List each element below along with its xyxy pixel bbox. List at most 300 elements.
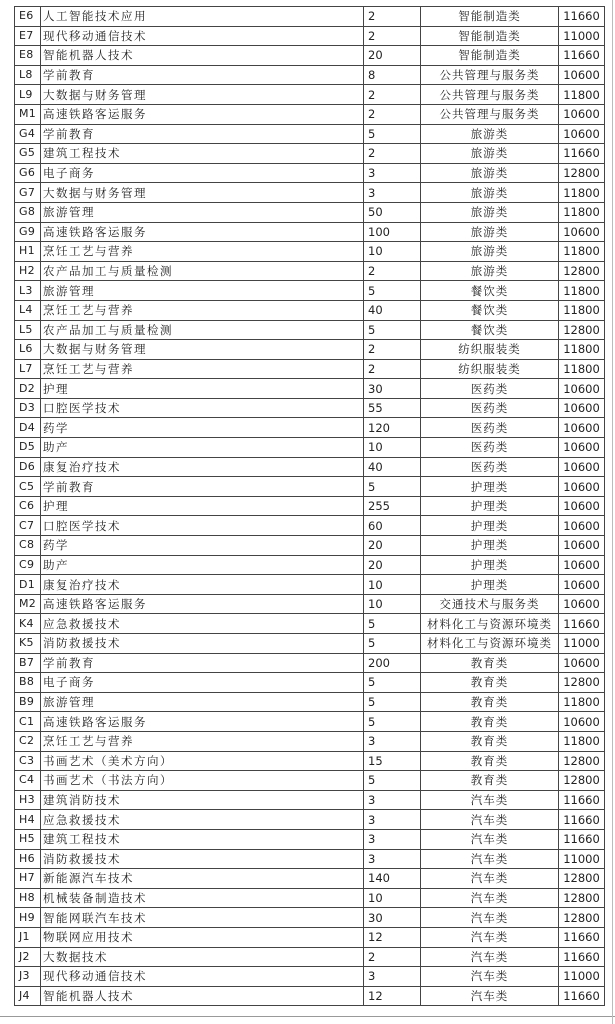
category-cell: 旅游类 — [421, 242, 559, 262]
plan-count-cell: 2 — [364, 340, 421, 360]
plan-count-cell: 10 — [364, 438, 421, 458]
tuition-fee-cell: 11800 — [559, 731, 605, 751]
category-cell: 护理类 — [421, 536, 559, 556]
plan-count-cell: 60 — [364, 516, 421, 536]
major-code-cell: B7 — [15, 653, 41, 673]
page-border-bottom — [0, 1016, 615, 1017]
category-cell: 医药类 — [421, 438, 559, 458]
major-name-cell: 电子商务 — [41, 163, 364, 183]
tuition-fee-cell: 12800 — [559, 320, 605, 340]
tuition-fee-cell: 11660 — [559, 614, 605, 634]
plan-count-cell: 2 — [364, 7, 421, 27]
category-cell: 智能制造类 — [421, 46, 559, 66]
major-code-cell: L4 — [15, 300, 41, 320]
category-cell: 汽车类 — [421, 986, 559, 1006]
category-cell: 材料化工与资源环境类 — [421, 634, 559, 654]
table-row — [15, 7, 605, 27]
major-name-cell: 学前教育 — [41, 477, 364, 497]
major-name-cell: 大数据与财务管理 — [41, 85, 364, 105]
page-border-right — [612, 0, 613, 1024]
table-row — [15, 320, 605, 340]
table-row — [15, 555, 605, 575]
category-cell: 交通技术与服务类 — [421, 594, 559, 614]
plan-count-cell: 40 — [364, 457, 421, 477]
major-code-cell: C1 — [15, 712, 41, 732]
major-name-cell: 物联网应用技术 — [41, 927, 364, 947]
table-row — [15, 222, 605, 242]
major-code-cell: J1 — [15, 927, 41, 947]
category-cell: 旅游类 — [421, 163, 559, 183]
major-name-cell: 旅游管理 — [41, 692, 364, 712]
major-name-cell: 学前教育 — [41, 65, 364, 85]
table-row — [15, 359, 605, 379]
major-name-cell: 康复治疗技术 — [41, 457, 364, 477]
table-row — [15, 673, 605, 693]
tuition-fee-cell: 10600 — [559, 104, 605, 124]
table-row — [15, 692, 605, 712]
category-cell: 医药类 — [421, 457, 559, 477]
major-code-cell: L7 — [15, 359, 41, 379]
major-name-cell: 高速铁路客运服务 — [41, 222, 364, 242]
plan-count-cell: 2 — [364, 261, 421, 281]
tuition-fee-cell: 10600 — [559, 712, 605, 732]
major-code-cell: J2 — [15, 947, 41, 967]
major-code-cell: H4 — [15, 810, 41, 830]
plan-count-cell: 3 — [364, 967, 421, 987]
major-code-cell: C6 — [15, 496, 41, 516]
category-cell: 餐饮类 — [421, 320, 559, 340]
major-name-cell: 烹饪工艺与营养 — [41, 731, 364, 751]
plan-count-cell: 20 — [364, 536, 421, 556]
plan-count-cell: 3 — [364, 163, 421, 183]
table-row — [15, 594, 605, 614]
major-code-cell: H6 — [15, 849, 41, 869]
tuition-fee-cell: 11800 — [559, 85, 605, 105]
category-cell: 旅游类 — [421, 222, 559, 242]
table-row — [15, 379, 605, 399]
tuition-fee-cell: 11660 — [559, 947, 605, 967]
tuition-fee-cell: 11660 — [559, 927, 605, 947]
major-code-cell: L9 — [15, 85, 41, 105]
tuition-fee-cell: 11800 — [559, 281, 605, 301]
table-row — [15, 477, 605, 497]
plan-count-cell: 10 — [364, 888, 421, 908]
plan-count-cell: 2 — [364, 104, 421, 124]
category-cell: 汽车类 — [421, 908, 559, 928]
major-code-cell: H3 — [15, 790, 41, 810]
major-code-cell: E8 — [15, 46, 41, 66]
major-name-cell: 书画艺术（美术方向） — [41, 751, 364, 771]
major-name-cell: 农产品加工与质量检测 — [41, 261, 364, 281]
tuition-fee-cell: 11800 — [559, 340, 605, 360]
category-cell: 汽车类 — [421, 967, 559, 987]
table-row — [15, 849, 605, 869]
major-name-cell: 高速铁路客运服务 — [41, 594, 364, 614]
table-row — [15, 163, 605, 183]
tuition-fee-cell: 12800 — [559, 908, 605, 928]
table-row — [15, 967, 605, 987]
category-cell: 教育类 — [421, 751, 559, 771]
table-row — [15, 202, 605, 222]
major-code-cell: L5 — [15, 320, 41, 340]
major-name-cell: 康复治疗技术 — [41, 575, 364, 595]
major-code-cell: D6 — [15, 457, 41, 477]
table-body — [15, 7, 605, 1006]
plan-count-cell: 40 — [364, 300, 421, 320]
plan-count-cell: 15 — [364, 751, 421, 771]
table-row — [15, 398, 605, 418]
category-cell: 旅游类 — [421, 183, 559, 203]
major-name-cell: 智能网联汽车技术 — [41, 908, 364, 928]
plan-count-cell: 3 — [364, 183, 421, 203]
table-row — [15, 614, 605, 634]
tuition-fee-cell: 10600 — [559, 555, 605, 575]
plan-count-cell: 30 — [364, 908, 421, 928]
major-code-cell: G9 — [15, 222, 41, 242]
table-row — [15, 712, 605, 732]
plan-count-cell: 10 — [364, 242, 421, 262]
major-name-cell: 学前教育 — [41, 124, 364, 144]
plan-count-cell: 2 — [364, 85, 421, 105]
major-name-cell: 消防救援技术 — [41, 634, 364, 654]
tuition-fee-cell: 12800 — [559, 261, 605, 281]
table-row — [15, 124, 605, 144]
tuition-fee-cell: 11800 — [559, 242, 605, 262]
tuition-fee-cell: 11000 — [559, 634, 605, 654]
tuition-fee-cell: 11000 — [559, 26, 605, 46]
table-row — [15, 26, 605, 46]
plan-count-cell: 200 — [364, 653, 421, 673]
major-name-cell: 农产品加工与质量检测 — [41, 320, 364, 340]
tuition-fee-cell: 12800 — [559, 888, 605, 908]
major-code-cell: K5 — [15, 634, 41, 654]
table-row — [15, 457, 605, 477]
category-cell: 教育类 — [421, 692, 559, 712]
plan-count-cell: 5 — [364, 692, 421, 712]
tuition-fee-cell: 10600 — [559, 536, 605, 556]
plan-count-cell: 5 — [364, 281, 421, 301]
tuition-fee-cell: 11660 — [559, 46, 605, 66]
category-cell: 旅游类 — [421, 202, 559, 222]
major-name-cell: 新能源汽车技术 — [41, 869, 364, 889]
major-code-cell: K4 — [15, 614, 41, 634]
table-row — [15, 65, 605, 85]
plan-count-cell: 2 — [364, 26, 421, 46]
major-code-cell: D2 — [15, 379, 41, 399]
plan-count-cell: 30 — [364, 379, 421, 399]
major-code-cell: C9 — [15, 555, 41, 575]
major-code-cell: J3 — [15, 967, 41, 987]
tuition-fee-cell: 11000 — [559, 967, 605, 987]
table-row — [15, 634, 605, 654]
major-code-cell: M1 — [15, 104, 41, 124]
plan-count-cell: 5 — [364, 320, 421, 340]
major-code-cell: D1 — [15, 575, 41, 595]
plan-count-cell: 5 — [364, 124, 421, 144]
tuition-fee-cell: 12800 — [559, 751, 605, 771]
plan-count-cell: 8 — [364, 65, 421, 85]
category-cell: 汽车类 — [421, 927, 559, 947]
category-cell: 餐饮类 — [421, 281, 559, 301]
major-name-cell: 烹饪工艺与营养 — [41, 359, 364, 379]
plan-count-cell: 255 — [364, 496, 421, 516]
tuition-fee-cell: 11800 — [559, 183, 605, 203]
tuition-fee-cell: 11660 — [559, 986, 605, 1006]
plan-count-cell: 3 — [364, 731, 421, 751]
table-row — [15, 653, 605, 673]
category-cell: 护理类 — [421, 496, 559, 516]
major-code-cell: B9 — [15, 692, 41, 712]
tuition-fee-cell: 10600 — [559, 222, 605, 242]
category-cell: 教育类 — [421, 731, 559, 751]
enrollment-table — [14, 6, 605, 1006]
tuition-fee-cell: 11660 — [559, 790, 605, 810]
plan-count-cell: 5 — [364, 673, 421, 693]
tuition-fee-cell: 10600 — [559, 575, 605, 595]
tuition-fee-cell: 10600 — [559, 594, 605, 614]
plan-count-cell: 100 — [364, 222, 421, 242]
tuition-fee-cell: 12800 — [559, 673, 605, 693]
major-code-cell: C8 — [15, 536, 41, 556]
tuition-fee-cell: 10600 — [559, 418, 605, 438]
major-code-cell: H7 — [15, 869, 41, 889]
tuition-fee-cell: 11660 — [559, 829, 605, 849]
table-row — [15, 144, 605, 164]
category-cell: 护理类 — [421, 477, 559, 497]
category-cell: 智能制造类 — [421, 26, 559, 46]
major-name-cell: 智能机器人技术 — [41, 46, 364, 66]
table-row — [15, 85, 605, 105]
plan-count-cell: 20 — [364, 555, 421, 575]
category-cell: 汽车类 — [421, 947, 559, 967]
major-name-cell: 大数据与财务管理 — [41, 183, 364, 203]
major-code-cell: C2 — [15, 731, 41, 751]
major-name-cell: 高速铁路客运服务 — [41, 712, 364, 732]
tuition-fee-cell: 10600 — [559, 379, 605, 399]
category-cell: 旅游类 — [421, 261, 559, 281]
category-cell: 汽车类 — [421, 790, 559, 810]
category-cell: 纺织服装类 — [421, 359, 559, 379]
table-row — [15, 986, 605, 1006]
major-name-cell: 应急救援技术 — [41, 614, 364, 634]
major-code-cell: C4 — [15, 771, 41, 791]
major-code-cell: H2 — [15, 261, 41, 281]
plan-count-cell: 10 — [364, 594, 421, 614]
category-cell: 护理类 — [421, 516, 559, 536]
major-name-cell: 人工智能技术应用 — [41, 7, 364, 27]
table-row — [15, 927, 605, 947]
table-row — [15, 281, 605, 301]
major-name-cell: 建筑工程技术 — [41, 144, 364, 164]
tuition-fee-cell: 10600 — [559, 438, 605, 458]
tuition-fee-cell: 11800 — [559, 202, 605, 222]
table-row — [15, 790, 605, 810]
major-name-cell: 现代移动通信技术 — [41, 26, 364, 46]
major-name-cell: 药学 — [41, 418, 364, 438]
major-code-cell: D4 — [15, 418, 41, 438]
table-row — [15, 869, 605, 889]
category-cell: 汽车类 — [421, 829, 559, 849]
major-code-cell: H5 — [15, 829, 41, 849]
category-cell: 公共管理与服务类 — [421, 104, 559, 124]
plan-count-cell: 5 — [364, 477, 421, 497]
category-cell: 材料化工与资源环境类 — [421, 614, 559, 634]
tuition-fee-cell: 11800 — [559, 359, 605, 379]
category-cell: 餐饮类 — [421, 300, 559, 320]
plan-count-cell: 10 — [364, 575, 421, 595]
table-row — [15, 104, 605, 124]
major-name-cell: 消防救援技术 — [41, 849, 364, 869]
category-cell: 护理类 — [421, 555, 559, 575]
category-cell: 护理类 — [421, 575, 559, 595]
table-row — [15, 536, 605, 556]
tuition-fee-cell: 11800 — [559, 300, 605, 320]
plan-count-cell: 50 — [364, 202, 421, 222]
tuition-fee-cell: 10600 — [559, 496, 605, 516]
plan-count-cell: 3 — [364, 849, 421, 869]
category-cell: 纺织服装类 — [421, 340, 559, 360]
tuition-fee-cell: 10600 — [559, 398, 605, 418]
table-row — [15, 340, 605, 360]
major-code-cell: G4 — [15, 124, 41, 144]
plan-count-cell: 2 — [364, 359, 421, 379]
major-code-cell: G6 — [15, 163, 41, 183]
plan-count-cell: 3 — [364, 829, 421, 849]
major-code-cell: H1 — [15, 242, 41, 262]
plan-count-cell: 55 — [364, 398, 421, 418]
major-name-cell: 建筑工程技术 — [41, 829, 364, 849]
table-row — [15, 516, 605, 536]
table-row — [15, 731, 605, 751]
plan-count-cell: 12 — [364, 927, 421, 947]
major-code-cell: M2 — [15, 594, 41, 614]
tuition-fee-cell: 10600 — [559, 124, 605, 144]
tuition-fee-cell: 12800 — [559, 163, 605, 183]
category-cell: 公共管理与服务类 — [421, 85, 559, 105]
table-row — [15, 261, 605, 281]
plan-count-cell: 2 — [364, 947, 421, 967]
category-cell: 医药类 — [421, 379, 559, 399]
tuition-fee-cell: 12800 — [559, 771, 605, 791]
tuition-fee-cell: 10600 — [559, 516, 605, 536]
major-code-cell: H8 — [15, 888, 41, 908]
major-code-cell: C3 — [15, 751, 41, 771]
table-row — [15, 810, 605, 830]
major-name-cell: 应急救援技术 — [41, 810, 364, 830]
major-name-cell: 学前教育 — [41, 653, 364, 673]
category-cell: 教育类 — [421, 771, 559, 791]
tuition-fee-cell: 10600 — [559, 457, 605, 477]
table-row — [15, 829, 605, 849]
category-cell: 汽车类 — [421, 810, 559, 830]
category-cell: 教育类 — [421, 673, 559, 693]
major-name-cell: 旅游管理 — [41, 281, 364, 301]
tuition-fee-cell: 11660 — [559, 810, 605, 830]
major-name-cell: 机械装备制造技术 — [41, 888, 364, 908]
major-name-cell: 护理 — [41, 379, 364, 399]
major-name-cell: 烹饪工艺与营养 — [41, 242, 364, 262]
plan-count-cell: 3 — [364, 790, 421, 810]
table-row — [15, 438, 605, 458]
major-code-cell: L8 — [15, 65, 41, 85]
major-code-cell: L3 — [15, 281, 41, 301]
major-code-cell: H9 — [15, 908, 41, 928]
category-cell: 医药类 — [421, 418, 559, 438]
category-cell: 旅游类 — [421, 144, 559, 164]
plan-count-cell: 2 — [364, 144, 421, 164]
major-code-cell: G7 — [15, 183, 41, 203]
tuition-fee-cell: 11660 — [559, 144, 605, 164]
major-code-cell: G8 — [15, 202, 41, 222]
major-name-cell: 口腔医学技术 — [41, 516, 364, 536]
plan-count-cell: 5 — [364, 614, 421, 634]
plan-count-cell: 3 — [364, 810, 421, 830]
category-cell: 汽车类 — [421, 869, 559, 889]
table-row — [15, 183, 605, 203]
major-name-cell: 旅游管理 — [41, 202, 364, 222]
category-cell: 汽车类 — [421, 849, 559, 869]
table-row — [15, 908, 605, 928]
tuition-fee-cell: 11660 — [559, 7, 605, 27]
plan-count-cell: 120 — [364, 418, 421, 438]
major-name-cell: 助产 — [41, 438, 364, 458]
category-cell: 教育类 — [421, 653, 559, 673]
table-row — [15, 300, 605, 320]
major-name-cell: 大数据技术 — [41, 947, 364, 967]
table-row — [15, 888, 605, 908]
category-cell: 教育类 — [421, 712, 559, 732]
tuition-fee-cell: 10600 — [559, 65, 605, 85]
major-code-cell: B8 — [15, 673, 41, 693]
major-code-cell: J4 — [15, 986, 41, 1006]
major-code-cell: L6 — [15, 340, 41, 360]
major-name-cell: 助产 — [41, 555, 364, 575]
plan-count-cell: 140 — [364, 869, 421, 889]
plan-count-cell: 5 — [364, 712, 421, 732]
major-code-cell: E7 — [15, 26, 41, 46]
plan-count-cell: 20 — [364, 46, 421, 66]
tuition-fee-cell: 10600 — [559, 477, 605, 497]
plan-count-cell: 12 — [364, 986, 421, 1006]
major-name-cell: 药学 — [41, 536, 364, 556]
major-code-cell: D5 — [15, 438, 41, 458]
major-code-cell: C5 — [15, 477, 41, 497]
major-name-cell: 智能机器人技术 — [41, 986, 364, 1006]
major-name-cell: 烹饪工艺与营养 — [41, 300, 364, 320]
table-row — [15, 242, 605, 262]
major-name-cell: 现代移动通信技术 — [41, 967, 364, 987]
table-row — [15, 496, 605, 516]
category-cell: 旅游类 — [421, 124, 559, 144]
major-name-cell: 电子商务 — [41, 673, 364, 693]
category-cell: 医药类 — [421, 398, 559, 418]
major-code-cell: C7 — [15, 516, 41, 536]
table-row — [15, 751, 605, 771]
major-name-cell: 书画艺术（书法方向） — [41, 771, 364, 791]
plan-count-cell: 5 — [364, 634, 421, 654]
major-name-cell: 建筑消防技术 — [41, 790, 364, 810]
major-name-cell: 高速铁路客运服务 — [41, 104, 364, 124]
category-cell: 智能制造类 — [421, 7, 559, 27]
major-code-cell: E6 — [15, 7, 41, 27]
category-cell: 公共管理与服务类 — [421, 65, 559, 85]
table-row — [15, 947, 605, 967]
table-row — [15, 46, 605, 66]
tuition-fee-cell: 11800 — [559, 692, 605, 712]
tuition-fee-cell: 11000 — [559, 849, 605, 869]
major-name-cell: 护理 — [41, 496, 364, 516]
major-code-cell: G5 — [15, 144, 41, 164]
